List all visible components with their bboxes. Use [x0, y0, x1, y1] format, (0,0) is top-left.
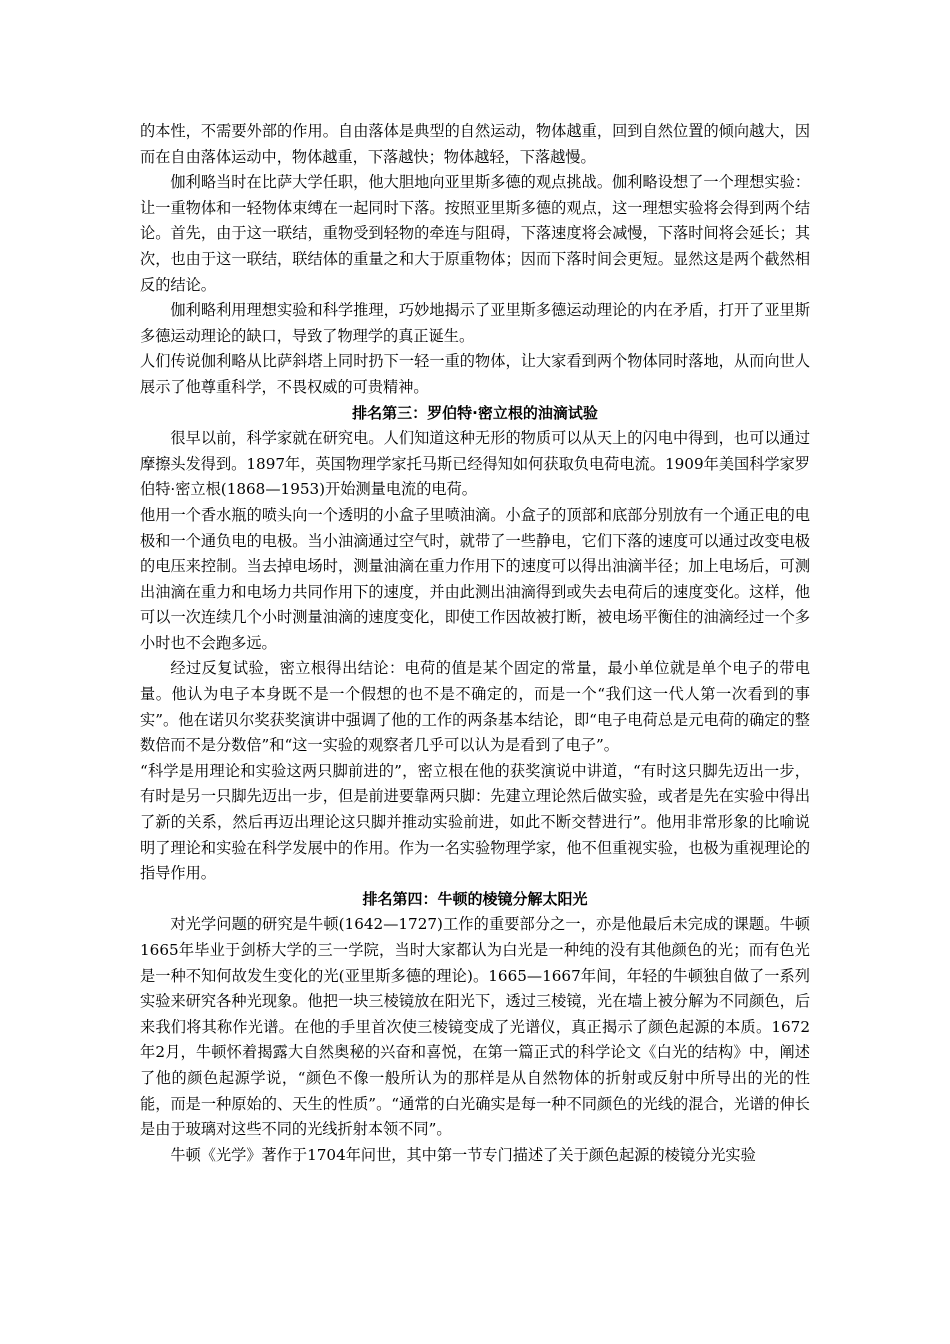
paragraph-millikan-conclusion: 经过反复试验，密立根得出结论：电荷的值是某个固定的常量，最小单位就是单个电子的带电量。他认为电子本身既不是一个假想的也不是不确定的，而是一个“我们这一代人第一次看到的事实”。他在诺贝尔奖获奖演讲中强调了他的工作的两条基本结论，即“电子电荷总是元电荷的确定的整数倍而不是分数倍”和“这一实验的观察者几乎可以认为是看到了电子”。	[140, 659, 810, 755]
paragraph-newton-opticks: 牛顿《光学》著作于1704年问世，其中第一节专门描述了关于颜色起源的棱镜分光实验	[170, 1145, 756, 1164]
section-heading-millikan: 排名第三：罗伯特·密立根的油滴试验	[352, 403, 598, 422]
paragraph-newton-prism: 对光学问题的研究是牛顿(1642—1727)工作的重要部分之一，亦是他最后未完成的课题。牛顿1665年毕业于剑桥大学的三一学院，当时大家都认为白光是一种纯的没有其他颜色的光；而有色光是一种不知何故发生变化的光(亚里斯多德的理论)。1665—1667年间，年轻的牛顿独自做了一系列实验来研究各种光现象。他把一块三棱镜放在阳光下，透过三棱镜，光在墙上被分解为不同颜色，后来我们将其称作光谱。在他的手里首次使三棱镜变成了光谱仪，真正揭示了颜色起源的本质。1672年2月，牛顿怀着揭露大自然奥秘的兴奋和喜悦，在第一篇正式的科学论文《白光的结构》中，阐述了他的颜色起源学说，“颜色不像一般所认为的那样是从自然物体的折射或反射中所导出的光的性能，而是一种原始的、天生的性质”。“通常的白光确实是每一种不同颜色的光线的混合，光谱的伸长是由于玻璃对这些不同的光线折射本领不同”。	[140, 915, 810, 1139]
paragraph-galileo-thought-experiment: 伽利略当时在比萨大学任职，他大胆地向亚里斯多德的观点挑战。伽利略设想了一个理想实验：让一重物体和一轻物体束缚在一起同时下落。按照亚里斯多德的观点，这一理想实验将会得到两个结论。首先，由于这一联结，重物受到轻物的牵连与阻碍，下落速度将会减慢，下落时间将会延长；其次，也由于这一联结，联结体的重量之和大于原重物体；因而下落时间会更短。显然这是两个截然相反的结论。	[140, 173, 810, 294]
paragraph-leaning-tower-legend: 人们传说伽利略从比萨斜塔上同时扔下一轻一重的物体，让大家看到两个物体同时落地，从而向世人展示了他尊重科学，不畏权威的可贵精神。	[140, 352, 810, 396]
paragraph-millikan-intro: 很早以前，科学家就在研究电。人们知道这种无形的物质可以从天上的闪电中得到，也可以通过摩擦头发得到。1897年，英国物理学家托马斯已经得知如何获取负电荷电流。1909年美国科学家罗伯特·密立根(1868—1953)开始测量电流的电荷。	[140, 429, 810, 499]
paragraph-galileo-reasoning: 伽利略利用理想实验和科学推理，巧妙地揭示了亚里斯多德运动理论的内在矛盾，打开了亚里斯多德运动理论的缺口，导致了物理学的真正诞生。	[140, 301, 810, 345]
paragraph-millikan-apparatus: 他用一个香水瓶的喷头向一个透明的小盒子里喷油滴。小盒子的顶部和底部分别放有一个通正电的电极和一个通负电的电极。当小油滴通过空气时，就带了一些静电，它们下落的速度可以通过改变电极的电压来控制。当去掉电场时，测量油滴在重力作用下的速度可以得出油滴半径；加上电场后，可测出油滴在重力和电场力共同作用下的速度，并由此测出油滴得到或失去电荷后的速度变化。这样，他可以一次连续几个小时测量油滴的速度变化，即使工作因故被打断，被电场平衡住的油滴经过一个多小时也不会跑多远。	[140, 505, 810, 652]
section-heading-newton: 排名第四：牛顿的棱镜分解太阳光	[362, 889, 588, 908]
paragraph-millikan-quote: “科学是用理论和实验这两只脚前进的”，密立根在他的获奖演说中讲道，“有时这只脚先迈出一步，有时是另一只脚先迈出一步，但是前进要靠两只脚：先建立理论然后做实验，或者是先在实验中得出了新的关系，然后再迈出理论这只脚并推动实验前进，如此不断交替进行”。他用非常形象的比喻说明了理论和实验在科学发展中的作用。作为一名实验物理学家，他不但重视实验，也极为重视理论的指导作用。	[140, 761, 810, 883]
paragraph-galileo-aristotle-view: 的本性，不需要外部的作用。自由落体是典型的自然运动，物体越重，回到自然位置的倾向越大，因而在自由落体运动中，物体越重，下落越快；物体越轻，下落越慢。	[140, 122, 810, 166]
document-page	[140, 119, 810, 1168]
